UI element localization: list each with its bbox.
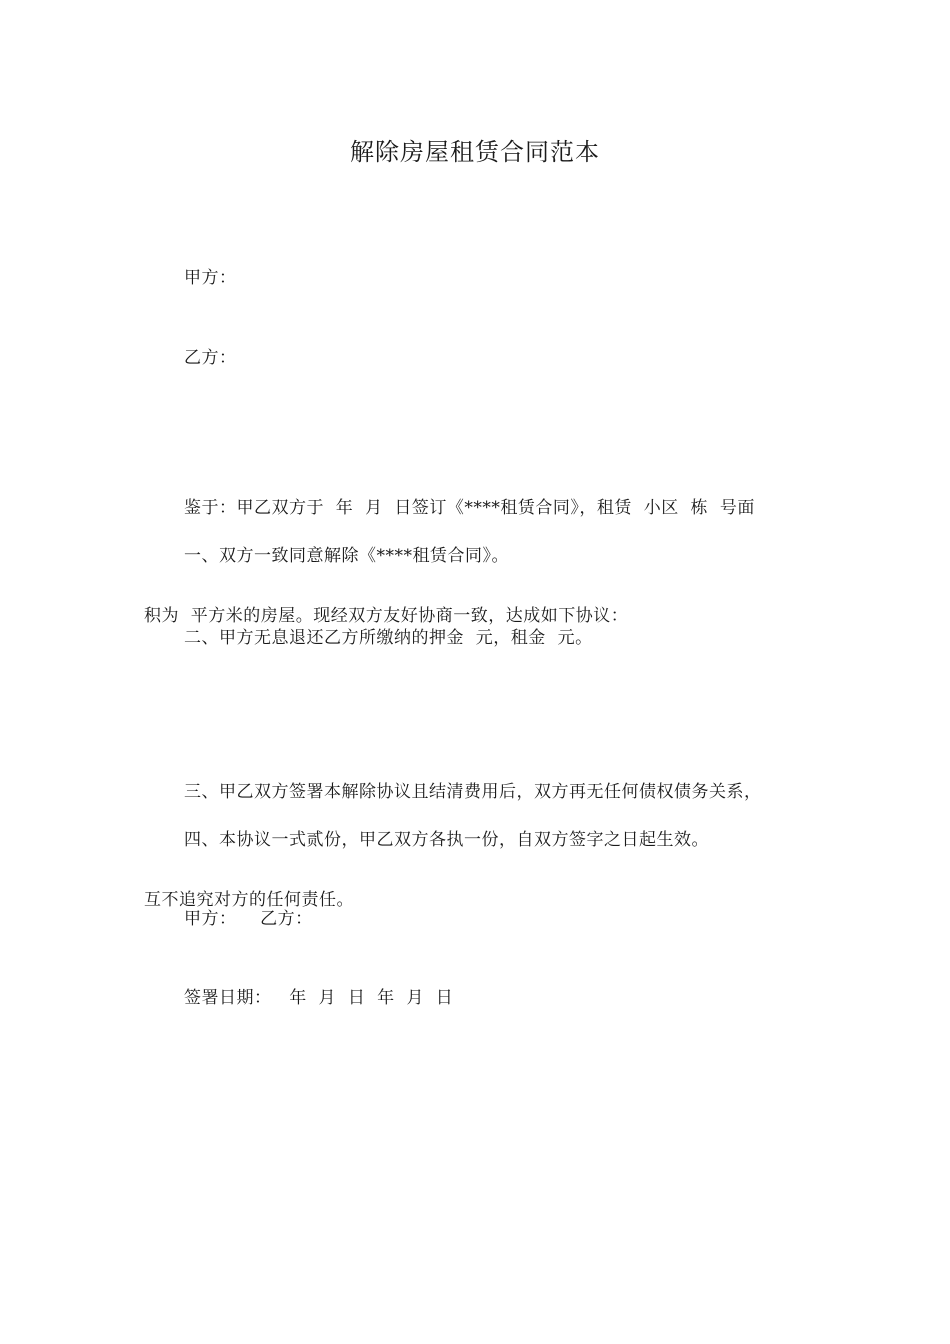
clause-3-line-2: 互不追究对方的任何责任。: [144, 890, 354, 910]
clause-1: 一、双方一致同意解除《****租赁合同》。: [184, 546, 509, 566]
clause-3-line-1: 三、甲乙双方签署本解除协议且结清费用后，双方再无任何债权债务关系，: [184, 782, 762, 802]
preamble-line-2: 积为 平方米的房屋。现经双方友好协商一致，达成如下协议：: [144, 606, 629, 626]
clause-2: 二、甲方无息退还乙方所缴纳的押金 元，租金 元。: [184, 628, 593, 648]
clause-4: 四、本协议一式贰份，甲乙双方各执一份，自双方签字之日起生效。: [184, 830, 709, 850]
party-a-label: 甲方：: [184, 268, 237, 288]
preamble-line-1: 鉴于：甲乙双方于 年 月 日签订《****租赁合同》，租赁 小区 栋 号面: [184, 498, 755, 518]
signature-line: 甲方： 乙方：: [184, 909, 313, 929]
document-title: 解除房屋租赁合同范本: [350, 138, 600, 166]
date-line: 签署日期： 年 月 日 年 月 日: [184, 988, 454, 1008]
party-b-label: 乙方：: [184, 348, 237, 368]
